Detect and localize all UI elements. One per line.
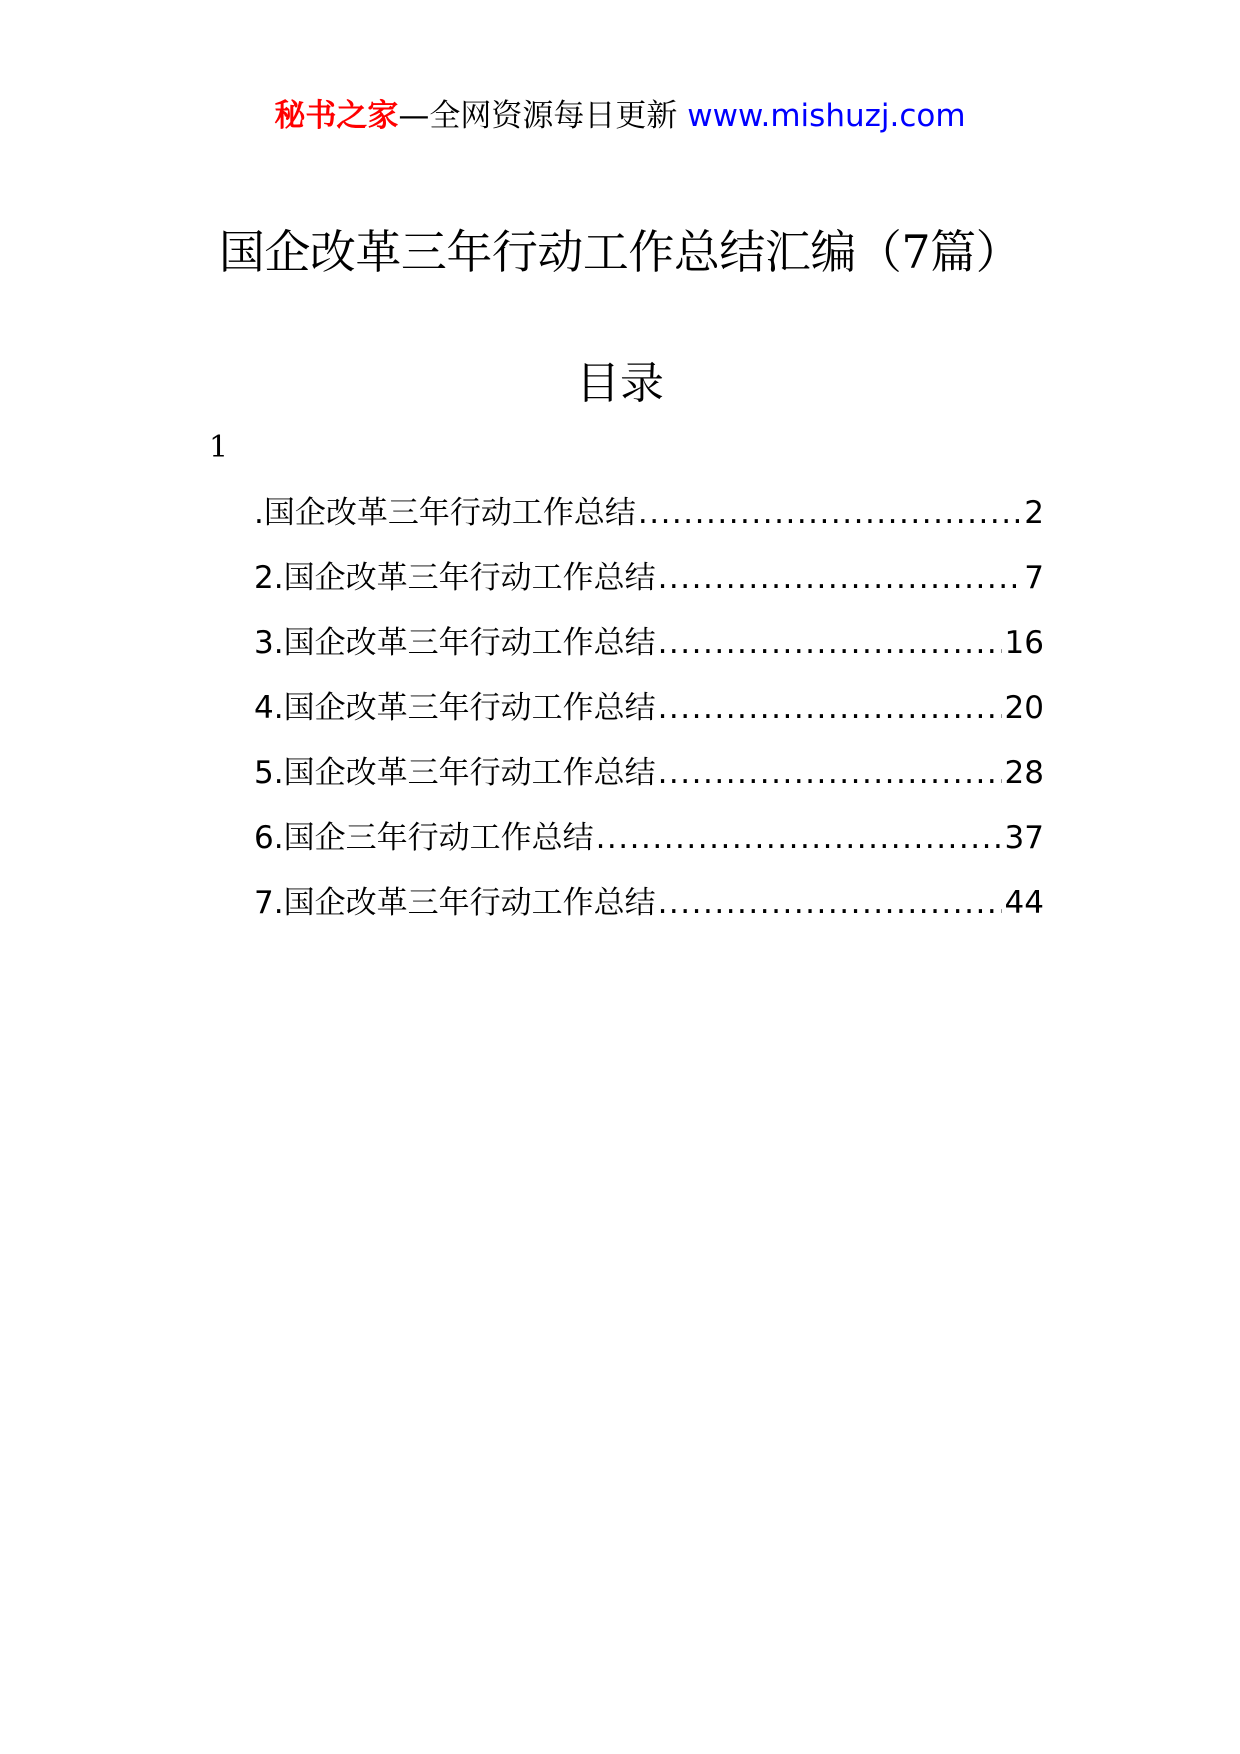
document-title-count: 7 bbox=[901, 225, 931, 279]
toc-entry-label: 7.国企改革三年行动工作总结 bbox=[254, 885, 656, 921]
toc-entry-label: 6.国企三年行动工作总结 bbox=[254, 820, 594, 856]
brand-name: 秘书之家 bbox=[274, 98, 399, 134]
stray-list-number: 1 bbox=[209, 430, 229, 465]
toc-entry[interactable] bbox=[254, 552, 1044, 617]
toc-entry[interactable] bbox=[254, 747, 1044, 812]
toc-entry[interactable] bbox=[254, 812, 1044, 877]
toc-entry-page: 28 bbox=[1004, 755, 1044, 791]
site-banner bbox=[0, 96, 1240, 136]
toc-dot-leader bbox=[658, 877, 1002, 929]
site-url-link[interactable]: www.mishuzj.com bbox=[687, 98, 966, 134]
toc-dot-leader bbox=[658, 682, 1002, 734]
document-title bbox=[0, 222, 1240, 282]
toc-entry-page: 7 bbox=[1024, 560, 1044, 596]
toc-dot-leader bbox=[658, 552, 1022, 604]
table-of-contents bbox=[254, 487, 1044, 942]
toc-dot-leader bbox=[658, 617, 1002, 669]
toc-dot-leader bbox=[638, 487, 1021, 539]
banner-tagline: —全网资源每日更新 bbox=[398, 98, 688, 134]
toc-entry-page: 2 bbox=[1024, 495, 1044, 531]
toc-dot-leader bbox=[658, 747, 1002, 799]
toc-entry[interactable] bbox=[254, 617, 1044, 682]
toc-entry[interactable] bbox=[254, 487, 1044, 552]
toc-entry-page: 37 bbox=[1004, 820, 1044, 856]
toc-entry-page: 16 bbox=[1004, 625, 1044, 661]
toc-entry-label: 3.国企改革三年行动工作总结 bbox=[254, 625, 656, 661]
toc-entry-label: 4.国企改革三年行动工作总结 bbox=[254, 690, 656, 726]
toc-entry[interactable] bbox=[254, 682, 1044, 747]
toc-heading: 目录 bbox=[576, 358, 664, 409]
toc-entry-label: 5.国企改革三年行动工作总结 bbox=[254, 755, 656, 791]
toc-entry[interactable] bbox=[254, 877, 1044, 942]
toc-entry-page: 44 bbox=[1004, 885, 1044, 921]
toc-entry-label: 2.国企改革三年行动工作总结 bbox=[254, 560, 656, 596]
toc-entry-page: 20 bbox=[1004, 690, 1044, 726]
document-title-text: 国企改革三年行动工作总结汇编（ bbox=[218, 225, 902, 279]
toc-entry-label: .国企改革三年行动工作总结 bbox=[254, 495, 636, 531]
toc-dot-leader bbox=[596, 812, 1002, 864]
document-title-suffix: 篇） bbox=[930, 225, 1022, 279]
